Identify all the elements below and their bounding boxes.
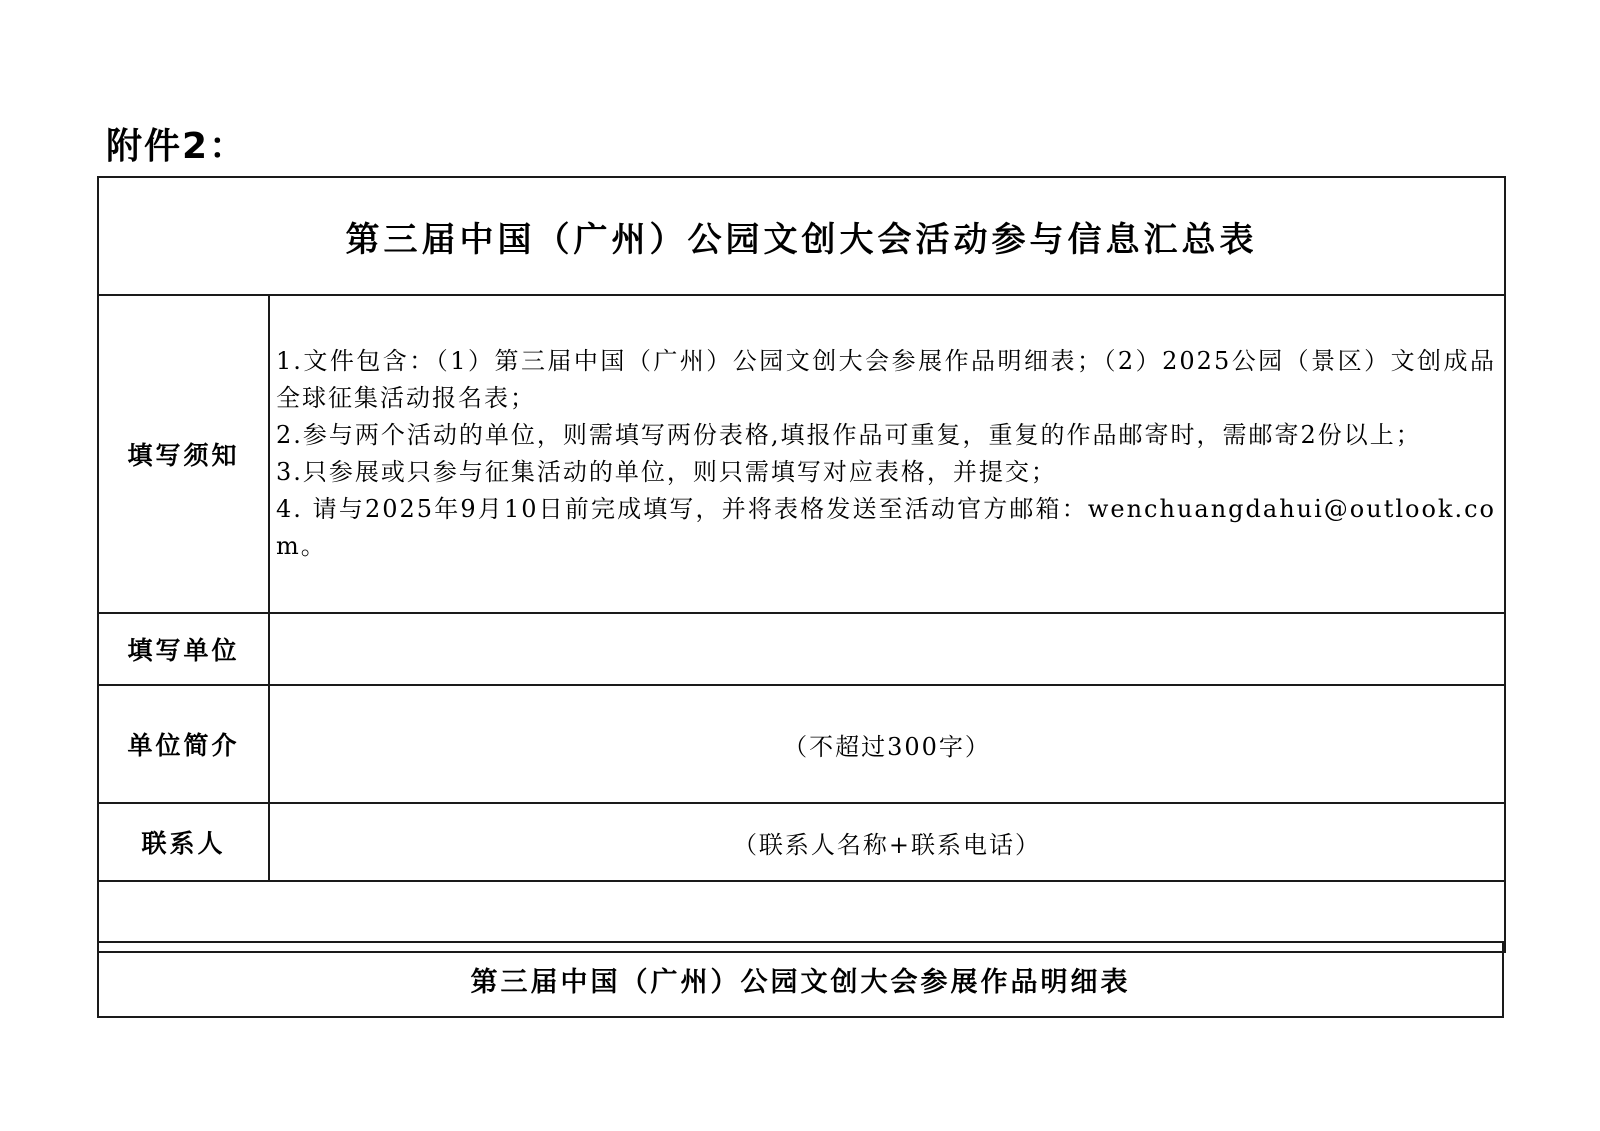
unit-field[interactable] xyxy=(269,613,1505,685)
notes-content xyxy=(269,295,1505,613)
form-title: 第三届中国（广州）公园文创大会活动参与信息汇总表 xyxy=(98,177,1505,295)
unit-label: 填写单位 xyxy=(98,613,269,685)
notes-label: 填写须知 xyxy=(98,295,269,613)
intro-label: 单位简介 xyxy=(98,685,269,803)
contact-label: 联系人 xyxy=(98,803,269,881)
attachment-label: 附件2： xyxy=(106,126,248,167)
intro-row xyxy=(98,685,1505,803)
note-item: 2.参与两个活动的单位，则需填写两份表格,填报作品可重复，重复的作品邮寄时，需邮寄2份以上； xyxy=(276,421,1422,449)
exhibit-title-row xyxy=(98,942,1503,1017)
summary-form-table xyxy=(97,176,1506,953)
note-item: 4. 请与2025年9月10日前完成填写，并将表格发送至活动官方邮箱：wenchuangdahui@outlook.com。 xyxy=(276,495,1496,560)
note-item: 1.文件包含：（1）第三届中国（广州）公园文创大会参展作品明细表；（2）2025公园（景区）文创成品全球征集活动报名表； xyxy=(276,347,1496,412)
exhibit-detail-table xyxy=(97,941,1504,1018)
notes-row xyxy=(98,295,1505,613)
intro-field[interactable]: （不超过300字） xyxy=(269,685,1505,803)
unit-row xyxy=(98,613,1505,685)
exhibit-table-title: 第三届中国（广州）公园文创大会参展作品明细表 xyxy=(98,942,1503,1017)
form-title-row xyxy=(98,177,1505,295)
contact-field[interactable]: （联系人名称+联系电话） xyxy=(269,803,1505,881)
contact-row xyxy=(98,803,1505,881)
note-item: 3.只参展或只参与征集活动的单位，则只需填写对应表格，并提交； xyxy=(276,458,1057,486)
